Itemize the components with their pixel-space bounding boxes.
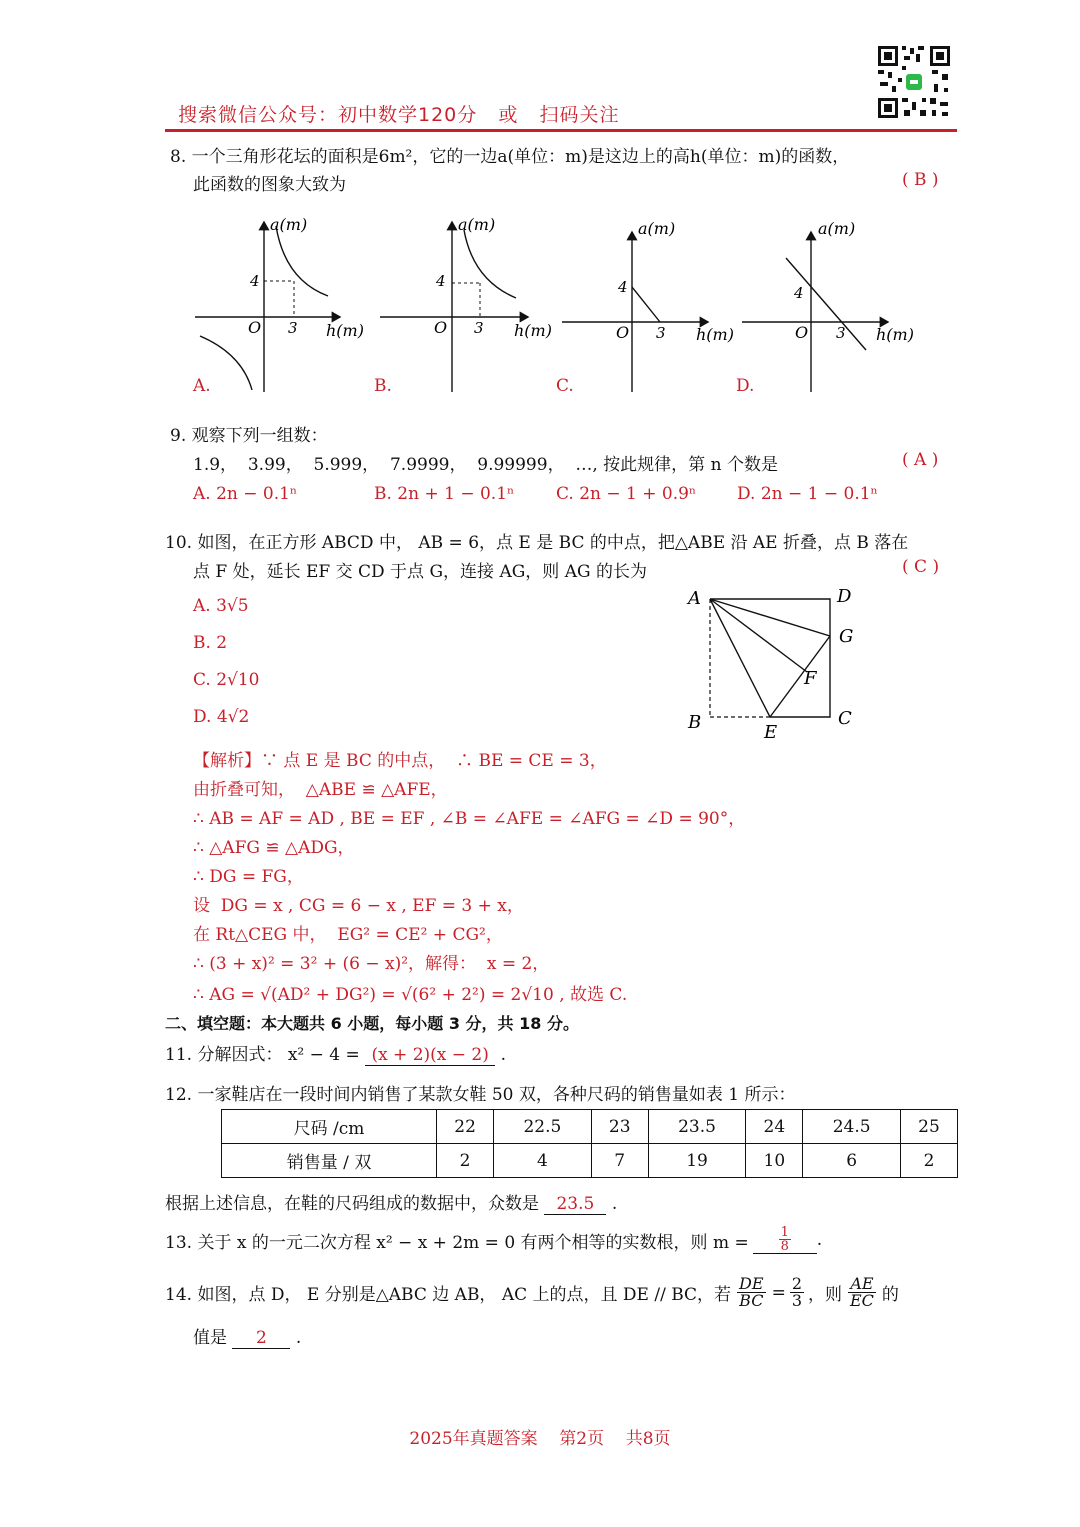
solution-line-9: ∴ AG = √(AD² + DG²) = √(6² + 2²) = 2√10 , 故选 C. [193,985,628,1005]
table-cell: 2 [900,1144,957,1178]
q13-row [165,1226,822,1254]
q14-fraction-de-bc: $\frac{DE}{BC}$ [739,1274,764,1310]
q10-option-d: D. 4√2 [193,707,250,727]
q8-stem-line2: 此函数的图象大致为 [193,175,346,195]
tick-4: 4 [794,284,804,302]
q9-option-d: D. 2n − 1 − 0.1ⁿ [737,484,878,504]
q9-answer: ( A ) [902,450,939,470]
solution-line-8: ∴ (3 + x)² = 3² + (6 − x)²，解得： x = 2， [193,954,550,974]
axis-label-y: a(m) [638,219,676,238]
q10-answer: ( C ) [902,557,940,577]
qr-code-icon [876,44,952,120]
q11-end: . [500,1045,506,1065]
axis-label-y: a(m) [458,215,496,234]
vertex-c-label: C [838,708,852,729]
q10-square-figure [680,580,870,745]
q10-stem-line1: 10. 如图，在正方形 ABCD 中， AB = 6，点 E 是 BC 的中点，把△ABE 沿 AE 折叠，点 B 落在 [165,533,909,553]
table-row [222,1144,958,1178]
table-cell: 22 [437,1110,494,1144]
table-cell: 7 [591,1144,648,1178]
shoe-size-table [221,1109,958,1178]
tick-4: 4 [250,272,260,290]
table-cell: 6 [803,1144,901,1178]
table-cell: 4 [494,1144,592,1178]
table-row [222,1110,958,1144]
tick-3: 3 [288,319,298,337]
table-cell: 22.5 [494,1110,592,1144]
vertex-a-label: A [688,588,701,609]
table-cell: 24 [746,1110,803,1144]
solution-line-4: ∴ △AFG ≌ △ADG， [193,838,355,858]
q13-answer-fraction: $\frac{1}{8}$ [780,1225,789,1254]
solution-line-6: 设 DG = x , CG = 6 − x , EF = 3 + x， [193,896,524,916]
q8-answer: ( B ) [902,170,939,190]
q14-fraction-ae-ec: $\frac{AE}{EC}$ [850,1274,874,1310]
q11-stem: 11. 分解因式： x² − 4 = [165,1045,360,1065]
tick-4: 4 [618,278,628,296]
q11-answer-blank: (x + 2)(x − 2) [365,1046,495,1066]
solution-line-5: ∴ DG = FG， [193,867,304,887]
q13-end: . [816,1230,823,1250]
q8-stem-line1: 8. 一个三角形花坛的面积是6m²，它的一边a(单位：m)是这边上的高h(单位：m)的函数， [170,147,850,167]
q8-option-d: D. [736,376,755,396]
q13-answer-blank [753,1226,817,1254]
table-cell: 19 [648,1144,746,1178]
q8-option-b: B. [374,376,392,396]
tick-4: 4 [436,272,446,290]
q9-option-b: B. 2n + 1 − 0.1ⁿ [374,484,515,504]
axis-label-y: a(m) [270,215,308,234]
origin-label: O [434,318,448,337]
axis-label-x: h(m) [876,325,914,344]
table-cell: 销售量 / 双 [222,1144,437,1178]
q8-graph-d [740,210,920,395]
table-cell: 23 [591,1110,648,1144]
axis-label-x: h(m) [696,325,734,344]
q14-line2-row [193,1323,301,1349]
tick-3: 3 [656,324,666,342]
page-footer: 2025年真题答案 第2页 共8页 [409,1429,671,1449]
solution-line-1: 【解析】∵ 点 E 是 BC 的中点， ∴ BE = CE = 3， [193,751,607,771]
tick-3: 3 [836,324,846,342]
q8-option-c: C. [556,376,574,396]
table-cell: 23.5 [648,1110,746,1144]
q12-after-row [165,1189,617,1215]
q14-fraction-2-3: $\frac{2}{3}$ [791,1274,802,1310]
section-2-title: 二、填空题：本大题共 6 小题，每小题 3 分，共 18 分。 [165,1014,579,1033]
q14-equals: = [771,1282,786,1303]
q14-line2-text: 值是 [193,1328,227,1348]
axis-label-y: a(m) [818,219,856,238]
origin-label: O [616,323,630,342]
q10-option-a: A. 3√5 [193,596,249,616]
vertex-g-label: G [839,626,854,647]
origin-label: O [795,323,809,342]
header-divider [165,129,957,132]
q10-option-b: B. 2 [193,633,228,653]
q9-option-a: A. 2n − 0.1ⁿ [193,484,298,504]
solution-line-3: ∴ AB = AF = AD , BE = EF , ∠B = ∠AFE = ∠AFG = ∠D = 90°， [193,809,746,829]
table-cell: 尺码 /cm [222,1110,437,1144]
q14-stem-a: 14. 如图，点 D， E 分别是△ABC 边 AB， AC 上的点，且 DE // BC，若 [165,1285,732,1305]
solution-line-7: 在 Rt△CEG 中， EG² = CE² + CG²， [193,925,503,945]
q8-graph-b [378,210,558,395]
solution-line-2: 由折叠可知， △ABE ≌ △AFE， [193,780,448,800]
q14-stem-c: 的 [881,1285,899,1305]
vertex-d-label: D [837,586,852,607]
q11-row [165,1040,506,1066]
q13-stem: 13. 关于 x 的一元二次方程 x² − x + 2m = 0 有两个相等的实数根，则 m = [165,1232,749,1253]
q12-answer-blank: 23.5 [544,1195,606,1215]
q14-end: . [295,1328,302,1348]
vertex-b-label: B [688,712,702,733]
q12-stem: 12. 一家鞋店在一段时间内销售了某款女鞋 50 双，各种尺码的销售量如表 1 所示： [165,1085,796,1105]
q8-option-a: A. [193,376,211,396]
vertex-e-label: E [764,722,778,743]
q12-after-text: 根据上述信息，在鞋的尺码组成的数据中，众数是 [165,1194,539,1214]
q14-stem-b: ，则 [808,1285,842,1305]
axis-label-x: h(m) [326,321,364,340]
q10-option-c: C. 2√10 [193,670,260,690]
q10-stem-line2: 点 F 处，延长 EF 交 CD 于点 G，连接 AG，则 AG 的长为 [193,562,647,582]
q14-row [165,1276,899,1309]
tick-3: 3 [474,319,484,337]
origin-label: O [248,318,262,337]
table-cell: 24.5 [803,1110,901,1144]
q14-answer-blank: 2 [232,1329,290,1349]
q9-stem-line2: 1.9， 3.99， 5.999， 7.9999， 9.99999， …, 按此规律，第 n 个数是 [193,455,778,475]
q12-end: . [611,1194,618,1214]
q8-graph-c [560,210,740,395]
axis-label-x: h(m) [514,321,552,340]
header-banner-text: 搜索微信公众号：初中数学120分 或 扫码关注 [178,104,620,126]
q9-stem-line1: 9. 观察下列一组数： [170,426,328,446]
table-cell: 2 [437,1144,494,1178]
table-cell: 10 [746,1144,803,1178]
table-cell: 25 [900,1110,957,1144]
vertex-f-label: F [804,668,817,689]
q8-graph-a [190,210,380,395]
q9-option-c: C. 2n − 1 + 0.9ⁿ [556,484,697,504]
